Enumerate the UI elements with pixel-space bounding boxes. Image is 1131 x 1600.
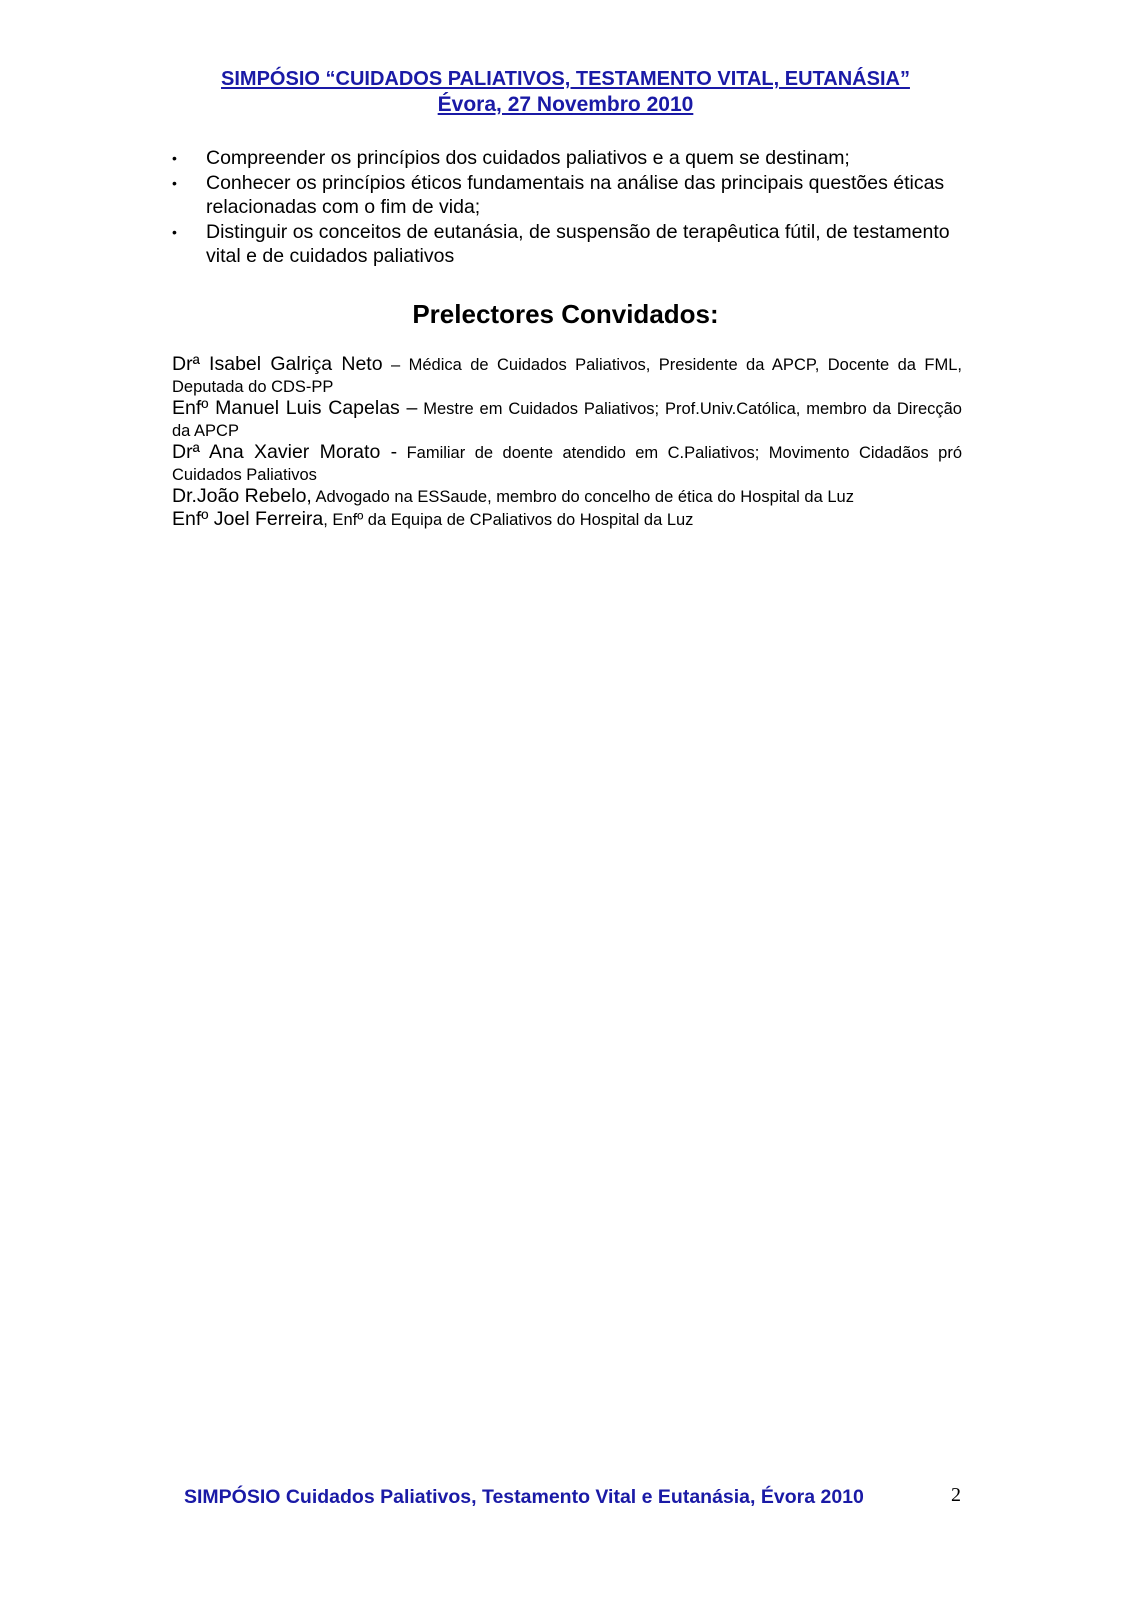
objectives-list [172, 146, 962, 269]
speaker-name: Enfº Joel Ferreira [172, 507, 324, 530]
list-item [172, 171, 962, 220]
objective-text: Distinguir os conceitos de eutanásia, de suspensão de terapêutica fútil, de testamento vital e de cuidados paliativos [206, 220, 950, 267]
page-header [0, 66, 1131, 118]
objective-text: Compreender os princípios dos cuidados paliativos e a quem se destinam; [206, 147, 850, 169]
symposium-date-location: Évora, 27 Novembro 2010 [437, 93, 694, 116]
speaker-description: – Médica de Cuidados Paliativos, Presidente da APCP, Docente da FML, Deputada do CDS-PP [172, 356, 962, 396]
speaker-entry [172, 486, 962, 509]
section-title: Prelectores Convidados: [412, 299, 719, 329]
speaker-entry [172, 509, 962, 532]
objective-text: Conhecer os princípios éticos fundamentais na análise das principais questões éticas relacionadas com o fim de vida; [206, 171, 945, 218]
speaker-name: Dr.João Rebelo, [172, 485, 312, 507]
bullet-icon: • [172, 150, 177, 166]
speaker-description: Familiar de doente atendido em C.Paliativos; Movimento Cidadãos pró Cuidados Paliativos [172, 444, 963, 484]
list-item [172, 146, 962, 171]
symposium-title: SIMPÓSIO “CUIDADOS PALIATIVOS, TESTAMENTO VITAL, EUTANÁSIA” [221, 68, 910, 90]
page-number: 2 [951, 1484, 961, 1506]
speaker-name: Drª Isabel Galriça Neto [172, 353, 383, 375]
page-footer: SIMPÓSIO Cuidados Paliativos, Testamento Vital e Eutanásia, Évora 2010 [184, 1486, 864, 1508]
speakers-list [172, 354, 962, 531]
speaker-description: Mestre em Cuidados Paliativos; Prof.Univ.Católica, membro da Direcção da APCP [172, 400, 962, 440]
bullet-icon: • [172, 223, 177, 240]
speaker-description: Advogado na ESSaude, membro do concelho de ética do Hospital da Luz [311, 488, 854, 506]
speaker-entry [172, 354, 962, 398]
speaker-description: , Enfº da Equipa de CPaliativos do Hospital da Luz [323, 510, 694, 529]
bullet-icon: • [172, 174, 177, 191]
speaker-name: Drª Ana Xavier Morato - [172, 441, 398, 463]
speaker-entry [172, 398, 962, 442]
speaker-entry [172, 442, 962, 486]
list-item [172, 220, 962, 269]
speaker-name: Enfº Manuel Luis Capelas – [172, 397, 418, 419]
